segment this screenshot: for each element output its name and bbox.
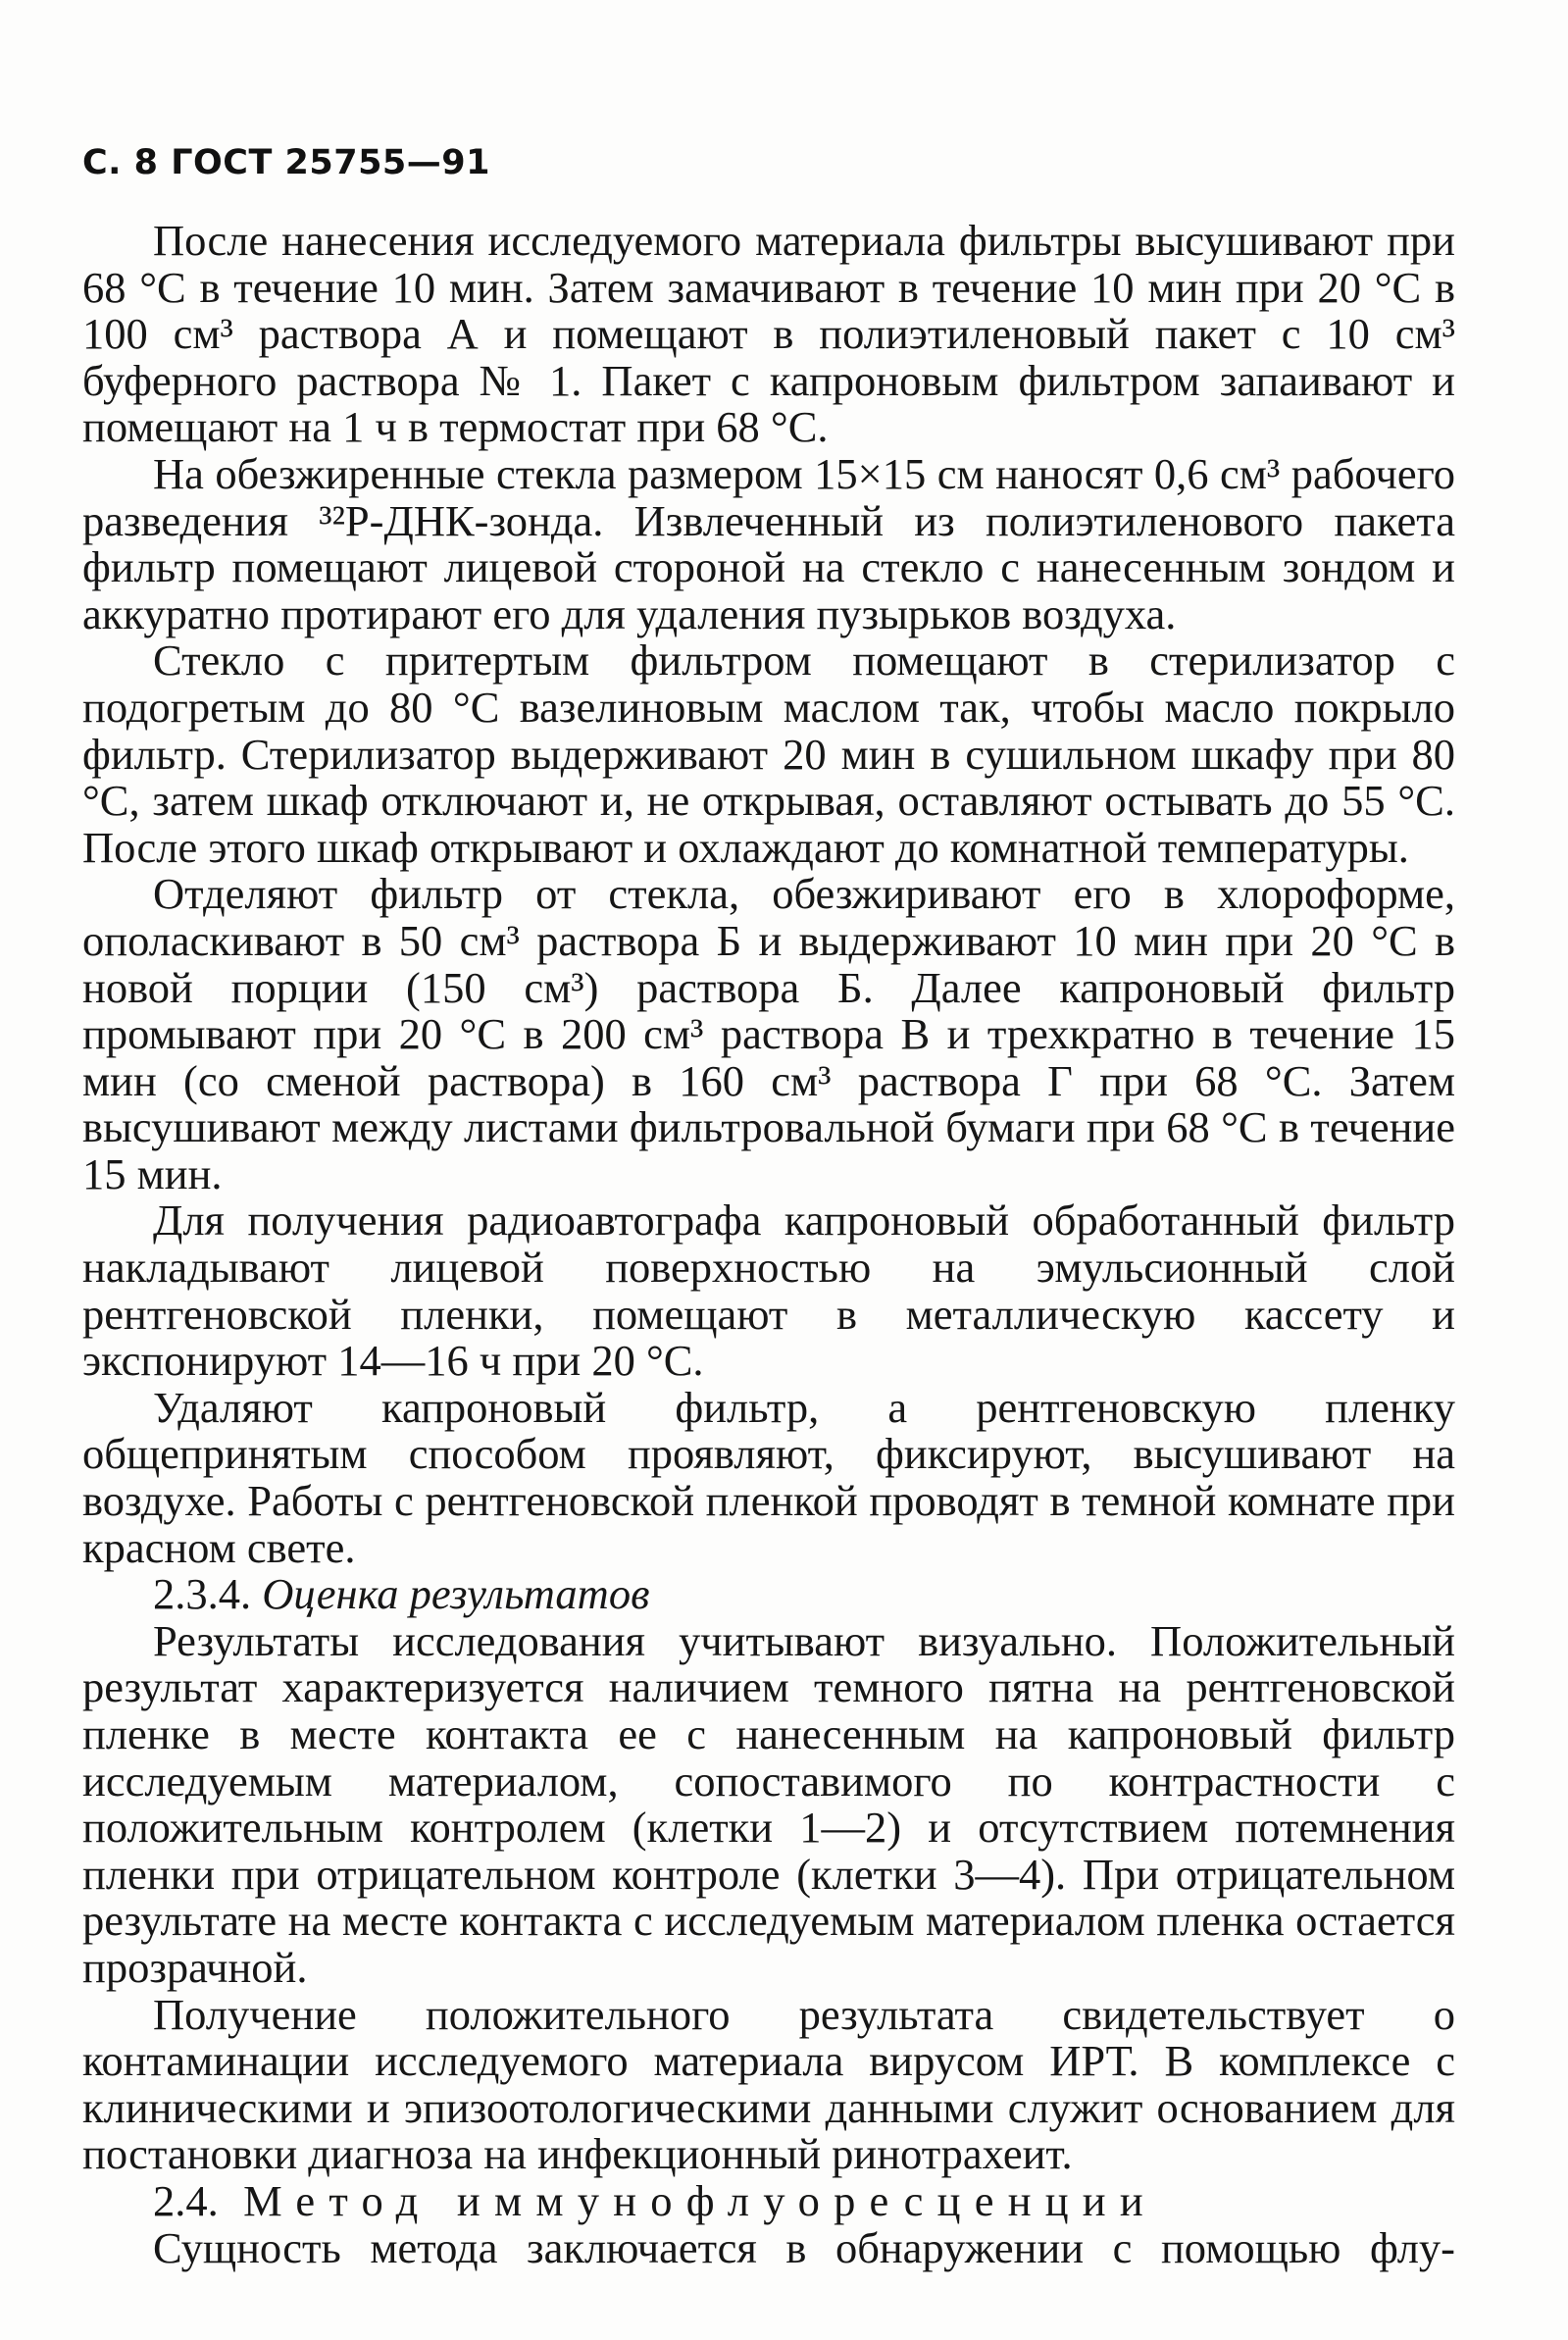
section-title: Метод иммунофлуоресценции	[243, 2175, 1157, 2225]
paragraph-film-processing: Удаляют капроновый фильтр, а рентгеновскую пленку общепринятым способом проявляют, фиксируют, высушивают на воздухе. Работы с рентгеновской пленкой проводят в темной комнате при красном свете.	[82, 1382, 1455, 1572]
section-number: 2.3.4.	[153, 1569, 252, 1619]
section-number: 2.4.	[153, 2175, 219, 2225]
page-header: С. 8 ГОСТ 25755—91	[82, 143, 490, 182]
section-heading-2-4	[82, 2175, 1455, 2225]
paragraph-diagnosis: Получение положительного результата свидетельствует о контаминации исследуемого материала вирусом ИРТ. В комплексе с клиническими и эпизоотологическими данными служит основанием для постановки диагноза на инфекционный ринотрахеит.	[82, 1989, 1455, 2179]
paragraph-filter-drying: После нанесения исследуемого материала фильтры высушивают при 68 °С в течение 10 мин. Затем замачивают в течение 10 мин при 20 °С в 100 см³ раствора А и помещают в полиэтиленовый пакет с 10 см³ буферного раствора № 1. Пакет с капроновым фильтром запаивают и помещают на 1 ч в термостат при 68 °С.	[82, 216, 1455, 452]
section-title: Оценка результатов	[262, 1569, 650, 1619]
page-body	[82, 218, 1455, 2271]
paragraph-sterilizer: Стекло с притертым фильтром помещают в стерилизатор с подогретым до 80 °С вазелиновым маслом так, чтобы масло покрыло фильтр. Стерилизатор выдерживают 20 мин в сушильном шкафу при 80 °С, затем шкаф отключают и, не открывая, оставляют остывать до 55 °С. После этого шкаф открывают и охлаждают до комнатной температуры.	[82, 636, 1455, 872]
paragraph-washing: Отделяют фильтр от стекла, обезжиривают его в хлороформе, ополаскивают в 50 см³ раствора Б и выдерживают 10 мин при 20 °С в новой порции (150 см³) раствора Б. Далее капроновый фильтр промывают при 20 °С в 200 см³ раствора В и трехкратно в течение 15 мин (со сменой раствора) в 160 см³ раствора Г при 68 °С. Затем высушивают между листами фильтровальной бумаги при 68 °С в течение 15 мин.	[82, 869, 1455, 1198]
paragraph-glass-probe: На обезжиренные стекла размером 15×15 см наносят 0,6 см³ рабочего разведения ³²Р-ДНК-зонда. Извлеченный из полиэтиленового пакета фильтр помещают лицевой стороной на стекло с нанесенным зондом и аккуратно протирают его для удаления пузырьков воздуха.	[82, 448, 1455, 638]
paragraph-autoradiograph: Для получения радиоавтографа капроновый обработанный фильтр накладывают лицевой поверхностью на эмульсионный слой рентгеновской пленки, помещают в металлическую кассету и экспонируют 14—16 ч при 20 °С.	[82, 1195, 1455, 1386]
section-heading-2-3-4	[82, 1571, 1455, 1618]
paragraph-method-essence: Сущность метода заключается в обнаружении с помощью флу-	[153, 2222, 1455, 2272]
paragraph-results: Результаты исследования учитывают визуально. Положительный результат характеризуется наличием темного пятна на рентгеновской пленке в месте контакта ее с нанесенным на капроновый фильтр исследуемым материалом, сопоставимого по контрастности с положительным контролем (клетки 1—2) и отсутствием потемнения пленки при отрицательном контроле (клетки 3—4). При отрицательном результате на месте контакта с исследуемым материалом пленка остается прозрачной.	[82, 1615, 1455, 1992]
